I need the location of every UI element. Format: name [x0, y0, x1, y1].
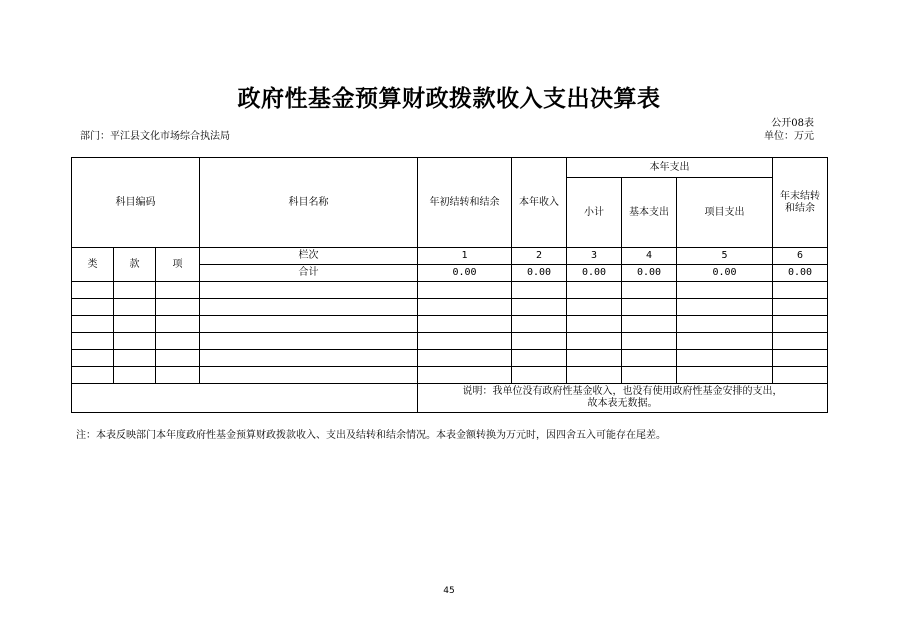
page-title: 政府性基金预算财政拨款收入支出决算表 — [237, 86, 661, 112]
note-cell — [418, 384, 828, 413]
column-number: 6 — [773, 248, 828, 265]
total-value: 0.00 — [677, 265, 773, 282]
header-subtotal: 小计 — [567, 178, 622, 248]
budget-table — [71, 157, 828, 413]
note-line: 故本表无数据。 — [587, 398, 658, 409]
total-value: 0.00 — [773, 265, 828, 282]
column-number: 1 — [418, 248, 512, 265]
table-row — [72, 333, 828, 350]
header-basic-expense: 基本支出 — [622, 178, 677, 248]
header-current-income: 本年收入 — [512, 158, 567, 248]
header-category-lei: 类 — [72, 248, 114, 282]
total-value: 0.00 — [418, 265, 512, 282]
total-value: 0.00 — [512, 265, 567, 282]
column-number: 3 — [567, 248, 622, 265]
table-row — [72, 282, 828, 299]
note-empty-cell — [72, 384, 418, 413]
header-closing-balance — [773, 158, 828, 248]
department-label: 部门：平江县文化市场综合执法局 — [80, 131, 230, 142]
header-closing-balance-line2: 和结余 — [785, 202, 815, 214]
total-value: 0.00 — [567, 265, 622, 282]
header-category-kuan: 款 — [114, 248, 156, 282]
page-number: 45 — [443, 586, 455, 596]
header-opening-balance: 年初结转和结余 — [418, 158, 512, 248]
column-number: 5 — [677, 248, 773, 265]
column-index-label: 栏次 — [200, 248, 418, 265]
header-category-xiang: 项 — [156, 248, 200, 282]
total-label: 合计 — [200, 265, 418, 282]
header-subject-name: 科目名称 — [200, 158, 418, 248]
footnote: 注：本表反映部门本年度政府性基金预算财政拨款收入、支出及结转和结余情况。本表金额转换为万元时，因四舍五入可能存在尾差。 — [76, 430, 666, 441]
table-row — [72, 367, 828, 384]
table-row — [72, 299, 828, 316]
form-code: 公开08表 — [771, 118, 814, 129]
unit-label: 单位：万元 — [764, 131, 814, 142]
column-number: 2 — [512, 248, 567, 265]
total-value: 0.00 — [622, 265, 677, 282]
header-closing-balance-line1: 年末结转 — [780, 190, 820, 202]
header-project-expense: 项目支出 — [677, 178, 773, 248]
header-current-expense: 本年支出 — [567, 158, 773, 178]
note-line: 说明：我单位没有政府性基金收入，也没有使用政府性基金安排的支出， — [462, 386, 783, 397]
table-row — [72, 316, 828, 333]
column-number: 4 — [622, 248, 677, 265]
header-subject-code: 科目编码 — [72, 158, 200, 248]
table-row — [72, 350, 828, 367]
